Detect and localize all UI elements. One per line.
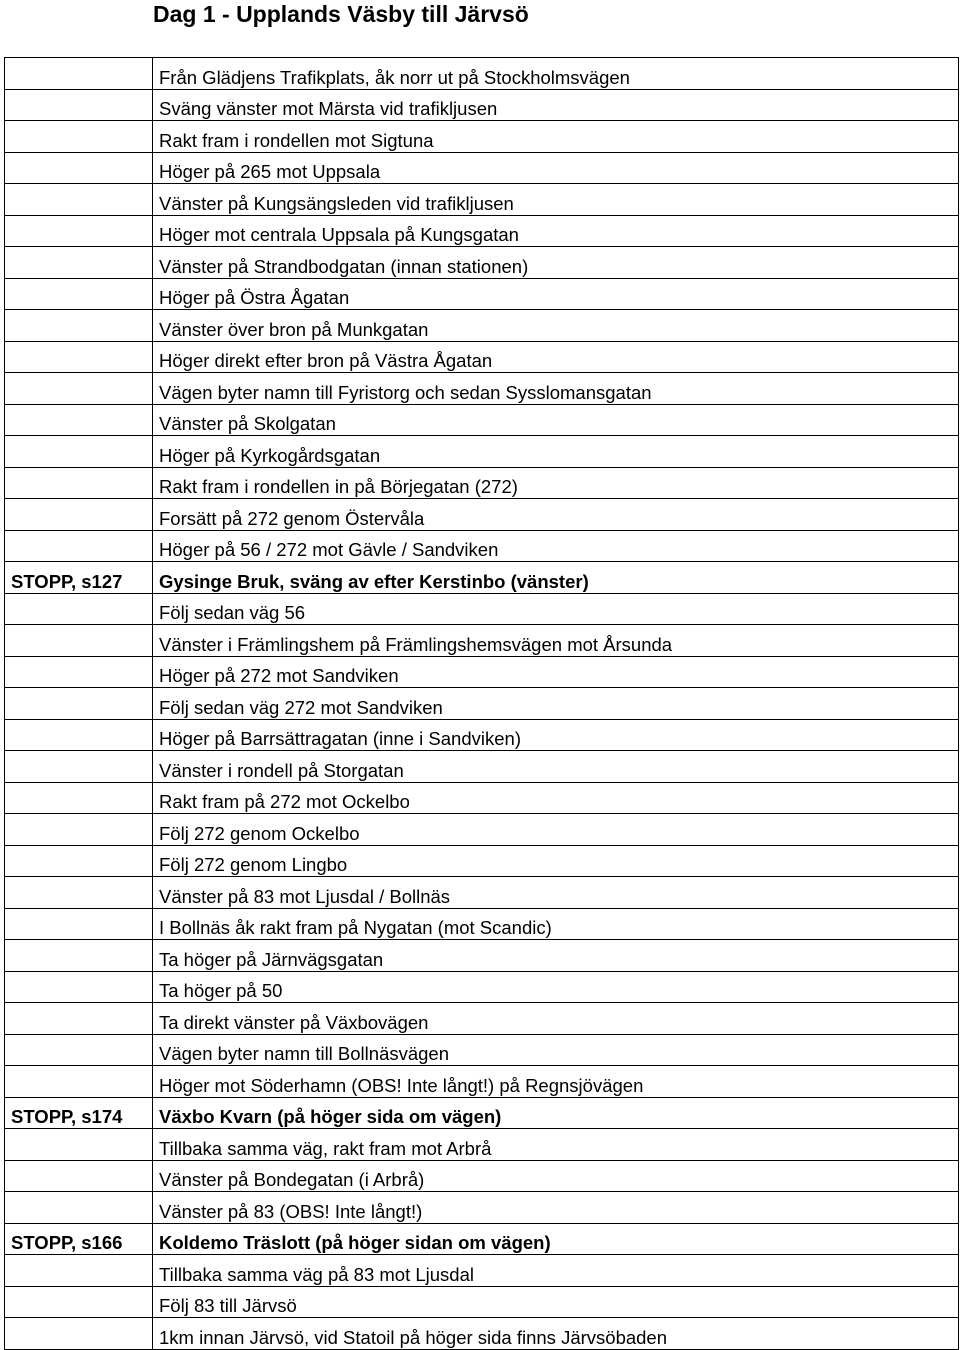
direction-text: Vänster på 83 mot Ljusdal / Bollnäs	[153, 877, 959, 909]
route-row	[5, 719, 959, 751]
stop-cell-empty	[5, 530, 153, 562]
route-row	[5, 1097, 959, 1129]
stop-cell-empty	[5, 877, 153, 909]
direction-text: Följ sedan väg 56	[153, 593, 959, 625]
stop-cell-empty	[5, 341, 153, 373]
stop-cell-empty	[5, 310, 153, 342]
route-row	[5, 940, 959, 972]
stop-cell-empty	[5, 688, 153, 720]
route-row	[5, 1160, 959, 1192]
direction-text: Tillbaka samma väg, rakt fram mot Arbrå	[153, 1129, 959, 1161]
stop-cell-empty	[5, 247, 153, 279]
stop-cell-empty	[5, 719, 153, 751]
direction-text: Vänster på Skolgatan	[153, 404, 959, 436]
route-row	[5, 1255, 959, 1287]
direction-text: Höger på 265 mot Uppsala	[153, 152, 959, 184]
stop-cell-empty	[5, 1160, 153, 1192]
route-row	[5, 278, 959, 310]
stop-cell-empty	[5, 1129, 153, 1161]
direction-text: Vägen byter namn till Bollnäsvägen	[153, 1034, 959, 1066]
route-row	[5, 89, 959, 121]
route-row	[5, 1223, 959, 1255]
direction-text: Från Glädjens Trafikplats, åk norr ut på Stockholmsvägen	[153, 58, 959, 90]
stop-cell-empty	[5, 215, 153, 247]
route-row	[5, 341, 959, 373]
route-row	[5, 152, 959, 184]
route-row	[5, 814, 959, 846]
direction-text: Följ 83 till Järvsö	[153, 1286, 959, 1318]
direction-text: Höger på 56 / 272 mot Gävle / Sandviken	[153, 530, 959, 562]
stop-cell-empty	[5, 1255, 153, 1287]
route-row	[5, 1003, 959, 1035]
direction-text: Höger på Kyrkogårdsgatan	[153, 436, 959, 468]
stop-cell-empty	[5, 1192, 153, 1224]
stop-cell-empty	[5, 593, 153, 625]
direction-text: Rakt fram i rondellen in på Börjegatan (272)	[153, 467, 959, 499]
stop-label: STOPP, s174	[5, 1097, 153, 1129]
stop-cell-empty	[5, 278, 153, 310]
direction-text: Vänster i rondell på Storgatan	[153, 751, 959, 783]
route-row	[5, 877, 959, 909]
direction-text: Vänster i Främlingshem på Främlingshemsvägen mot Årsunda	[153, 625, 959, 657]
direction-text: Höger på Barrsättragatan (inne i Sandviken)	[153, 719, 959, 751]
route-row	[5, 908, 959, 940]
stop-cell-empty	[5, 845, 153, 877]
route-row	[5, 1066, 959, 1098]
stop-cell-empty	[5, 152, 153, 184]
stop-cell-empty	[5, 1066, 153, 1098]
direction-text: Vägen byter namn till Fyristorg och sedan Sysslomansgatan	[153, 373, 959, 405]
stop-destination: Växbo Kvarn (på höger sida om vägen)	[153, 1097, 959, 1129]
stop-cell-empty	[5, 751, 153, 783]
route-row	[5, 845, 959, 877]
stop-cell-empty	[5, 908, 153, 940]
direction-text: Vänster på 83 (OBS! Inte långt!)	[153, 1192, 959, 1224]
route-row	[5, 1192, 959, 1224]
page-title: Dag 1 - Upplands Väsby till Järvsö	[153, 1, 529, 27]
stop-cell-empty	[5, 1003, 153, 1035]
route-row	[5, 467, 959, 499]
direction-text: I Bollnäs åk rakt fram på Nygatan (mot Scandic)	[153, 908, 959, 940]
stop-cell-empty	[5, 373, 153, 405]
direction-text: Följ 272 genom Lingbo	[153, 845, 959, 877]
stop-cell-empty	[5, 1286, 153, 1318]
route-row	[5, 782, 959, 814]
route-row	[5, 688, 959, 720]
direction-text: Följ 272 genom Ockelbo	[153, 814, 959, 846]
stop-cell-empty	[5, 436, 153, 468]
route-row	[5, 562, 959, 594]
direction-text: Ta direkt vänster på Växbovägen	[153, 1003, 959, 1035]
stop-cell-empty	[5, 121, 153, 153]
route-row	[5, 593, 959, 625]
stop-cell-empty	[5, 89, 153, 121]
direction-text: Vänster på Kungsängsleden vid trafikljusen	[153, 184, 959, 216]
route-table-body	[5, 58, 959, 1350]
direction-text: Höger på Östra Ågatan	[153, 278, 959, 310]
direction-text: Ta höger på 50	[153, 971, 959, 1003]
route-row	[5, 751, 959, 783]
direction-text: Sväng vänster mot Märsta vid trafikljusen	[153, 89, 959, 121]
route-row	[5, 499, 959, 531]
direction-text: Höger mot Söderhamn (OBS! Inte långt!) på Regnsjövägen	[153, 1066, 959, 1098]
stop-cell-empty	[5, 656, 153, 688]
stop-cell-empty	[5, 940, 153, 972]
route-row	[5, 971, 959, 1003]
stop-cell-empty	[5, 58, 153, 90]
route-row	[5, 656, 959, 688]
direction-text: Vänster på Strandbodgatan (innan stationen)	[153, 247, 959, 279]
direction-text: Höger på 272 mot Sandviken	[153, 656, 959, 688]
direction-text: Rakt fram i rondellen mot Sigtuna	[153, 121, 959, 153]
direction-text: Följ sedan väg 272 mot Sandviken	[153, 688, 959, 720]
route-row	[5, 121, 959, 153]
route-row	[5, 247, 959, 279]
route-row	[5, 310, 959, 342]
route-row	[5, 530, 959, 562]
stop-destination: Koldemo Träslott (på höger sidan om vägen)	[153, 1223, 959, 1255]
stop-cell-empty	[5, 467, 153, 499]
stop-cell-empty	[5, 814, 153, 846]
direction-text: Vänster på Bondegatan (i Arbrå)	[153, 1160, 959, 1192]
stop-cell-empty	[5, 625, 153, 657]
stop-cell-empty	[5, 499, 153, 531]
route-row	[5, 58, 959, 90]
direction-text: Höger mot centrala Uppsala på Kungsgatan	[153, 215, 959, 247]
route-row	[5, 436, 959, 468]
route-row	[5, 625, 959, 657]
stop-cell-empty	[5, 971, 153, 1003]
route-row	[5, 373, 959, 405]
route-row	[5, 215, 959, 247]
direction-text: Vänster över bron på Munkgatan	[153, 310, 959, 342]
stop-cell-empty	[5, 1318, 153, 1350]
stop-cell-empty	[5, 782, 153, 814]
route-row	[5, 1034, 959, 1066]
stop-destination: Gysinge Bruk, sväng av efter Kerstinbo (vänster)	[153, 562, 959, 594]
direction-text: Rakt fram på 272 mot Ockelbo	[153, 782, 959, 814]
direction-text: 1km innan Järvsö, vid Statoil på höger sida finns Järvsöbaden	[153, 1318, 959, 1350]
route-row	[5, 1286, 959, 1318]
route-row	[5, 1129, 959, 1161]
route-row	[5, 1318, 959, 1350]
stop-cell-empty	[5, 404, 153, 436]
stop-cell-empty	[5, 184, 153, 216]
route-row	[5, 184, 959, 216]
direction-text: Ta höger på Järnvägsgatan	[153, 940, 959, 972]
stop-label: STOPP, s166	[5, 1223, 153, 1255]
stop-label: STOPP, s127	[5, 562, 153, 594]
route-directions-table	[4, 57, 959, 1350]
route-row	[5, 404, 959, 436]
direction-text: Tillbaka samma väg på 83 mot Ljusdal	[153, 1255, 959, 1287]
direction-text: Forsätt på 272 genom Östervåla	[153, 499, 959, 531]
direction-text: Höger direkt efter bron på Västra Ågatan	[153, 341, 959, 373]
stop-cell-empty	[5, 1034, 153, 1066]
